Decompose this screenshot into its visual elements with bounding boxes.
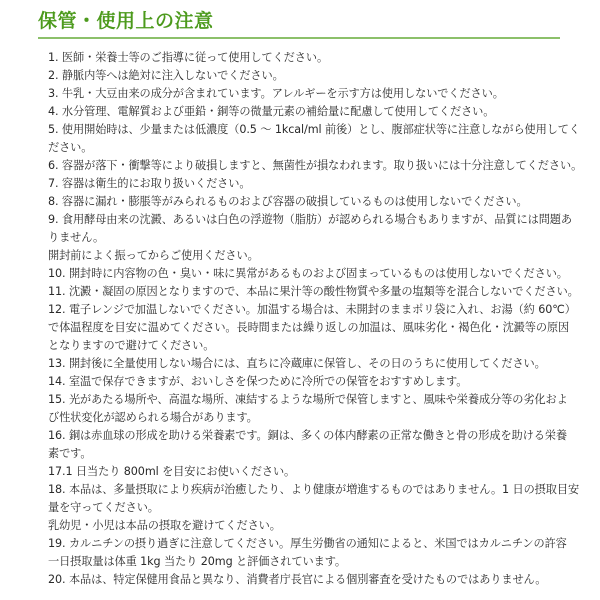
note-line: 1. 医師・栄養士等のご指導に従って使用してください。: [48, 51, 329, 64]
note-item-18: [48, 481, 580, 535]
note-line: 11. 沈澱・凝固の原因となりますので、本品に果汁等の酸性物質や多量の塩類等を混合しないでください。: [48, 285, 579, 298]
note-item-19: [48, 535, 568, 571]
note-item-13: [48, 355, 568, 373]
section-title: 保管・使用上の注意: [38, 10, 214, 32]
note-line: ださい。: [48, 141, 93, 154]
note-item-11: [48, 283, 579, 301]
note-item-12: [48, 301, 576, 355]
note-line: 8. 容器に漏れ・膨脹等がみられるものおよび容器の破損しているものは使用しないでください。: [48, 195, 528, 208]
note-line: 15. 光があたる場所や、高温な場所、凍結するような場所で保管しますと、風味や栄養成分等の劣化およ: [48, 393, 568, 406]
precautions-list: [48, 49, 583, 589]
note-item-20: [48, 571, 568, 589]
note-item-10: [48, 265, 568, 283]
note-line: 18. 本品は、多量摂取により疾病が治癒したり、より健康が増進するものではありません。1 日の摂取目安: [48, 483, 580, 496]
note-line: 一日摂取量は体重 1kg 当たり 20mg と評価されています。: [48, 555, 347, 568]
note-line: りません。: [48, 231, 105, 244]
note-line: となりますので避けてください。: [48, 339, 215, 352]
note-item-8: [48, 193, 568, 211]
note-line: 17.1 日当たり 800ml を目安にお使いください。: [48, 465, 296, 478]
note-line: 量を守ってください。: [48, 501, 159, 514]
note-item-15: [48, 391, 568, 427]
note-item-3: [48, 85, 568, 103]
section-header: [38, 8, 560, 38]
note-item-5: [48, 121, 580, 157]
note-line: び性状変化が認められる場合があります。: [48, 411, 258, 424]
note-line: 20. 本品は、特定保健用食品と異なり、消費者庁長官による個別審査を受けたものではありません。: [48, 573, 547, 586]
note-line: 7. 容器は衛生的にお取り扱いください。: [48, 177, 251, 190]
note-line: 乳幼児・小児は本品の摂取を避けてください。: [48, 519, 281, 532]
note-item-2: [48, 67, 568, 85]
note-item-6: [48, 157, 583, 175]
note-line: 19. カルニチンの摂り過ぎに注意してください。厚生労働省の通知によると、米国ではカルニチンの許容: [48, 537, 567, 550]
note-line: で体温程度を目安に温めてください。長時間または繰り返しの加温は、風味劣化・褐色化・沈澱等の原因: [48, 321, 570, 334]
note-line: 3. 牛乳・大豆由来の成分が含まれています。アレルギーを示す方は使用しないでください。: [48, 87, 504, 100]
note-line: 16. 銅は赤血球の形成を助ける栄養素です。銅は、多くの体内酵素の正常な働きと骨の形成を助ける栄養: [48, 429, 567, 442]
note-line: 10. 開封時に内容物の色・臭い・味に異常があるものおよび固まっているものは使用しないでください。: [48, 267, 568, 280]
note-line: 開封前によく振ってからご使用ください。: [48, 249, 259, 262]
note-line: 9. 食用酵母由来の沈澱、あるいは白色の浮遊物（脂肪）が認められる場合もありますが、品質には問題あ: [48, 213, 572, 226]
note-item-4: [48, 103, 568, 121]
note-line: 2. 静脈内等へは絶対に注入しないでください。: [48, 69, 284, 82]
note-item-9: [48, 211, 572, 265]
note-line: 4. 水分管理、電解質および亜鉛・銅等の微量元素の補給量に配慮して使用してください。: [48, 105, 495, 118]
note-item-7: [48, 175, 568, 193]
note-line: 5. 使用開始時は、少量または低濃度（0.5 ～ 1kcal/ml 前後）とし、腹部症状等に注意しながら使用してく: [48, 123, 580, 136]
note-line: 13. 開封後に全量使用しない場合には、直ちに冷蔵庫に保管し、その日のうちに使用してください。: [48, 357, 546, 370]
note-item-16: [48, 427, 568, 463]
note-line: 12. 電子レンジで加温しないでください。加温する場合は、未開封のままポリ袋に入れ、お湯（約 60℃）: [48, 303, 576, 316]
note-item-14: [48, 373, 568, 391]
note-line: 6. 容器が落下・衝撃等により破損しますと、無菌性が損なわれます。取り扱いには十分注意してください。: [48, 159, 583, 172]
note-item-1: [48, 49, 568, 67]
note-line: 素です。: [48, 447, 92, 460]
title-underline: [38, 37, 560, 39]
note-item-17: [48, 463, 568, 481]
note-line: 14. 室温で保存できますが、おいしさを保つために冷所での保管をおすすめします。: [48, 375, 468, 388]
